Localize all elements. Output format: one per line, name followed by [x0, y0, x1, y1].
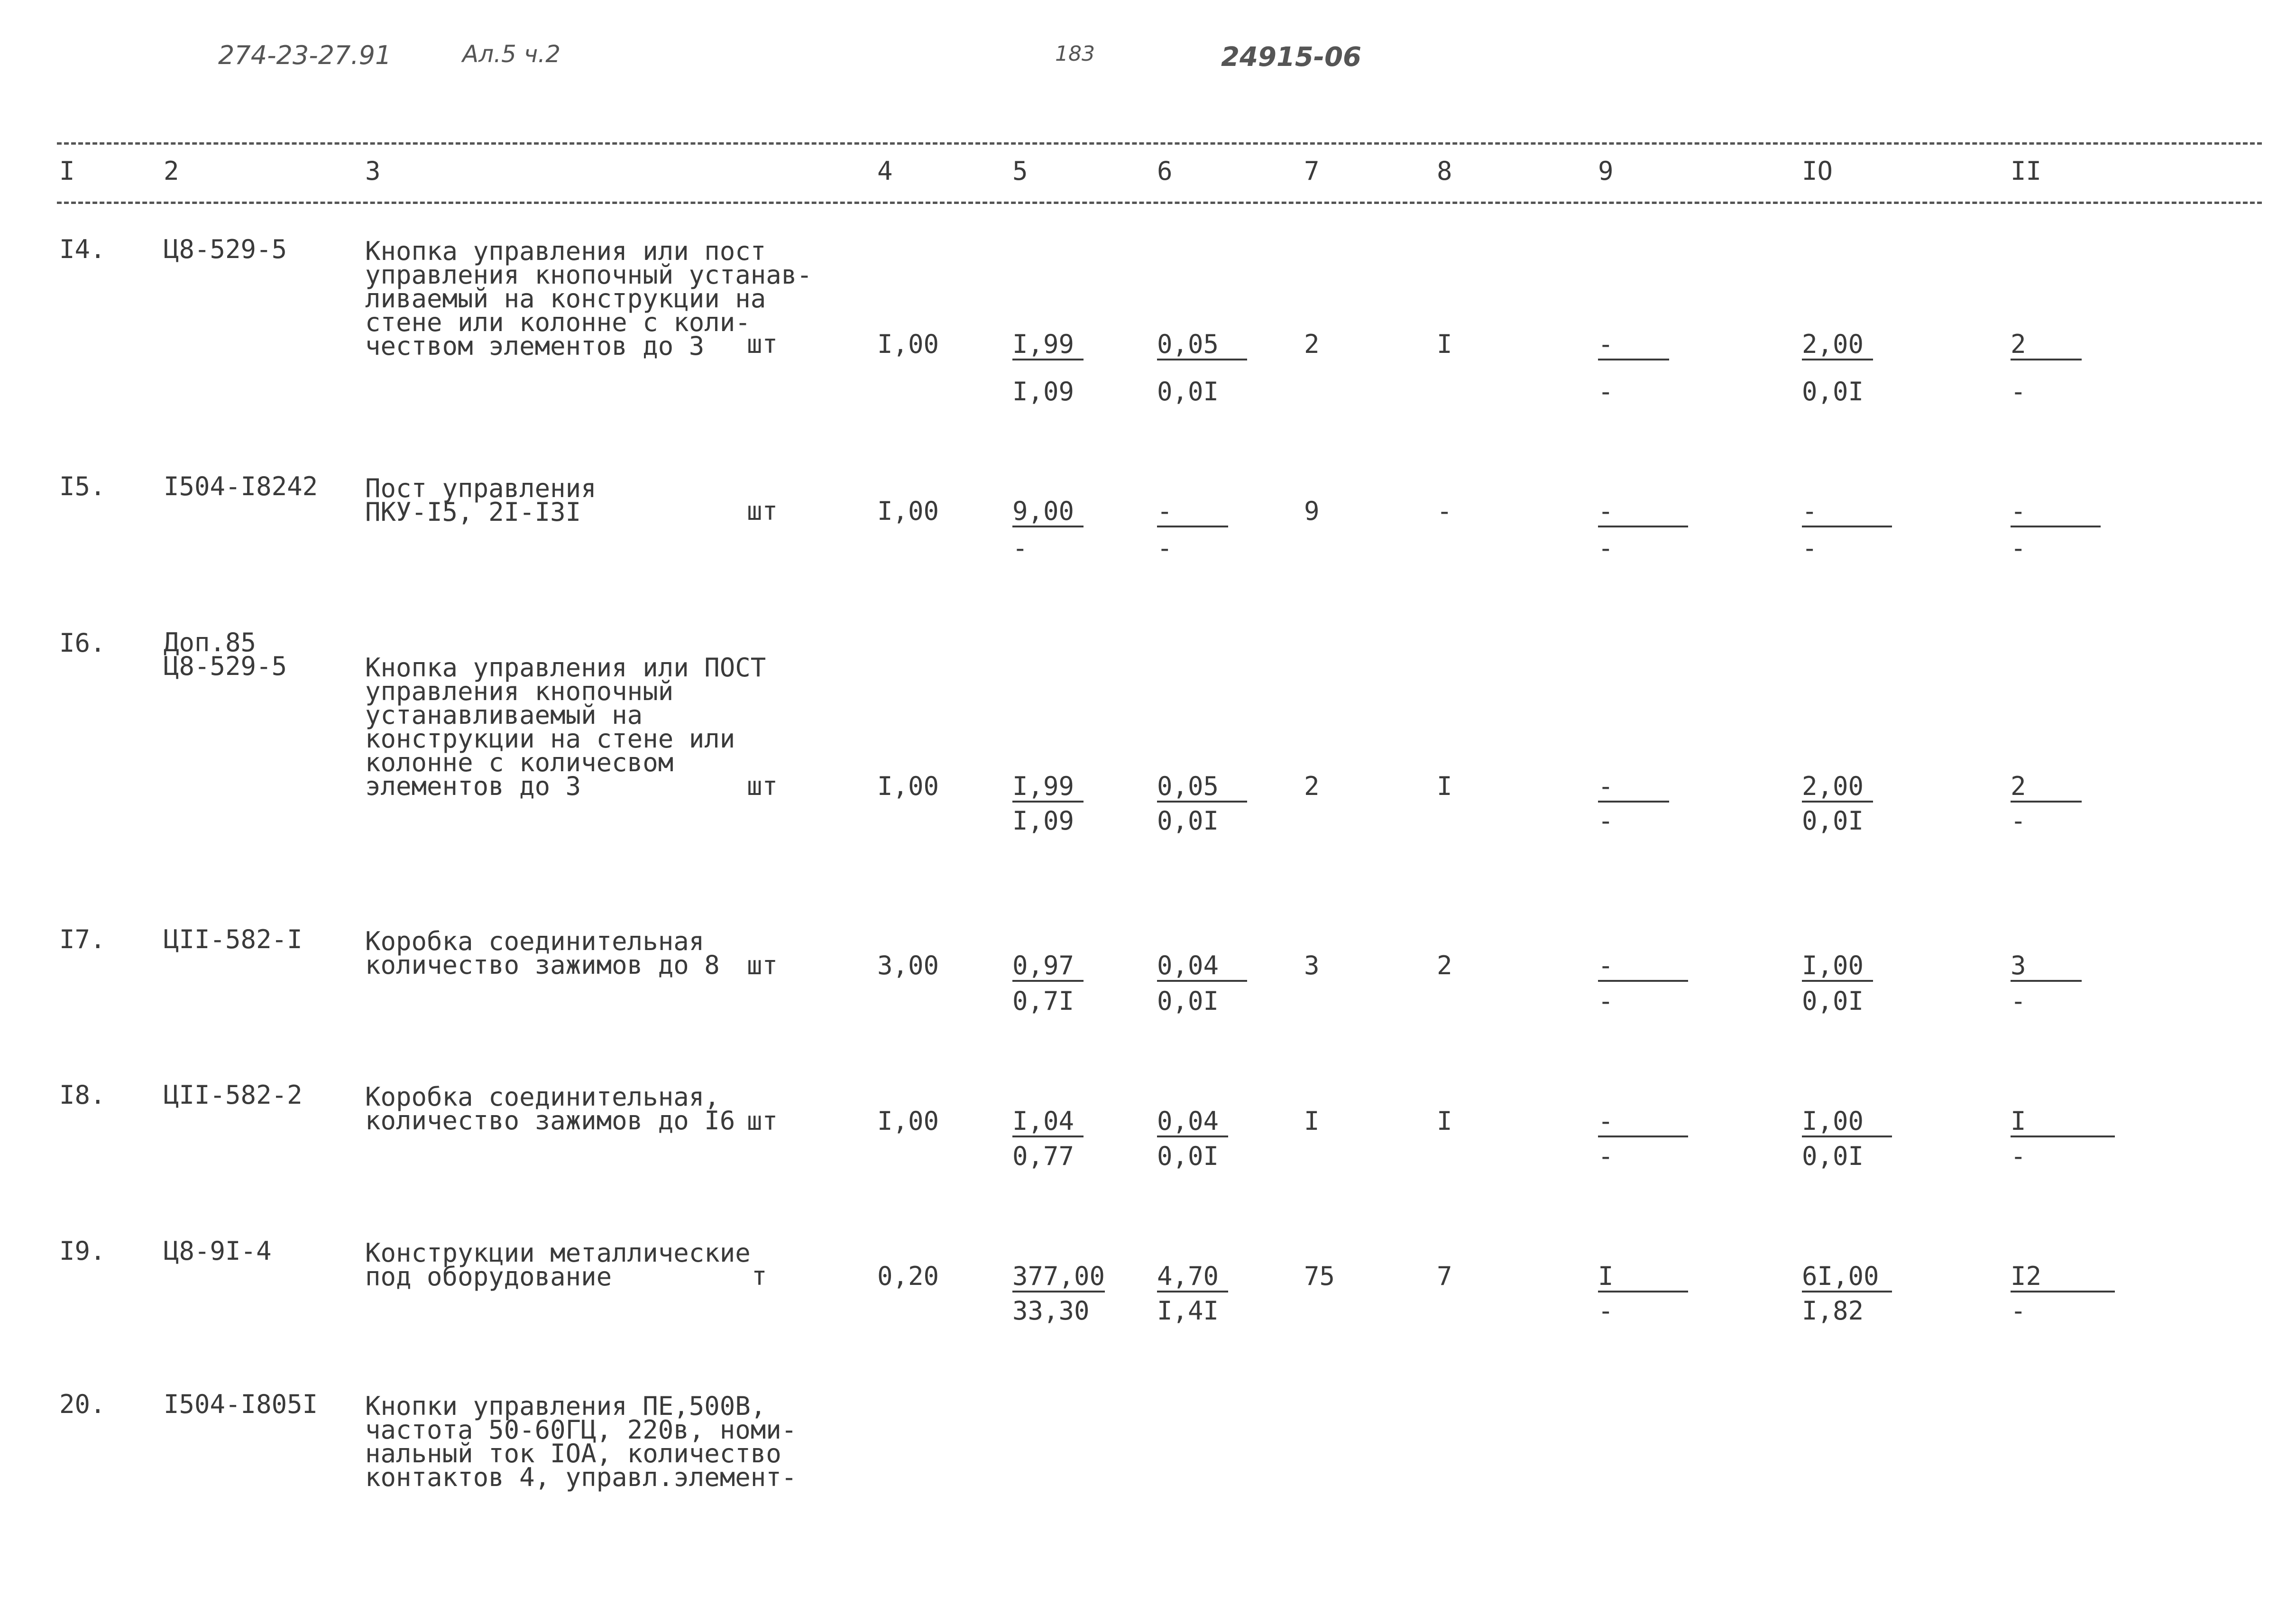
row-col10-bottom: 0,0I [1802, 377, 1864, 406]
row-quantity: I,00 [877, 771, 939, 801]
row-col5-bottom: 0,77 [1012, 1141, 1075, 1171]
row-number: I7. [59, 924, 106, 954]
row-col8: I [1437, 1106, 1452, 1136]
column-header: 5 [1012, 156, 1028, 186]
column-header: 3 [365, 156, 381, 186]
row-unit: шт [747, 496, 778, 526]
row-code: ЦII-582-2 [164, 1080, 303, 1110]
row-col6-bottom: - [1157, 533, 1173, 563]
row-col5-top: I,99 [1012, 332, 1084, 360]
row-col9-bottom: - [1598, 533, 1614, 563]
header-rule-top [57, 142, 2262, 145]
row-unit: шт [747, 1106, 778, 1136]
row-number: I8. [59, 1080, 106, 1110]
doc-code: 274-23-27.91 [218, 40, 392, 70]
row-col11-bottom: - [2011, 377, 2026, 406]
row-col10-top: I,00 [1802, 953, 1873, 982]
row-col6-top: 0,05 [1157, 332, 1247, 360]
row-col9-bottom: - [1598, 986, 1614, 1016]
row-col10-bottom: - [1802, 533, 1818, 563]
row-col8: 7 [1437, 1261, 1452, 1291]
row-col5-bottom: 0,7I [1012, 986, 1075, 1016]
column-header: 8 [1437, 156, 1452, 186]
row-col5-top: 377,00 [1012, 1264, 1105, 1292]
row-col5-top: I,99 [1012, 774, 1084, 803]
column-header: II [2011, 156, 2042, 186]
row-col9-bottom: - [1598, 1296, 1614, 1326]
row-col10-bottom: I,82 [1802, 1296, 1864, 1326]
row-col9-bottom: - [1598, 377, 1614, 406]
row-col10-top: 6I,00 [1802, 1264, 1892, 1292]
row-unit: шт [747, 329, 778, 359]
row-quantity: I,00 [877, 496, 939, 526]
row-col9-top: - [1598, 1109, 1688, 1137]
row-col7: 2 [1304, 771, 1320, 801]
row-col7: I [1304, 1106, 1320, 1136]
row-col6-top: 0,04 [1157, 953, 1247, 982]
row-quantity: I,00 [877, 1106, 939, 1136]
row-number: 20. [59, 1389, 106, 1419]
row-col10-bottom: 0,0I [1802, 806, 1864, 836]
row-col9-bottom: - [1598, 806, 1614, 836]
column-header: 4 [877, 156, 893, 186]
row-col11-bottom: - [2011, 1141, 2026, 1171]
row-col6-bottom: 0,0I [1157, 1141, 1219, 1171]
column-header: IO [1802, 156, 1833, 186]
row-number: I4. [59, 234, 106, 264]
row-number: I6. [59, 628, 106, 658]
row-col7: 2 [1304, 329, 1320, 359]
row-col5-bottom: I,09 [1012, 806, 1075, 836]
row-col10-top: 2,00 [1802, 332, 1873, 360]
row-col9-top: I [1598, 1264, 1688, 1292]
row-col11-top: 3 [2011, 953, 2082, 982]
row-col8: 2 [1437, 951, 1452, 980]
row-col7: 75 [1304, 1261, 1335, 1291]
row-col5-top: I,04 [1012, 1109, 1084, 1137]
row-description: Кнопка управления или пост управления кнопочный устанав- ливаемый на конструкции на стене или колонне с коли- чеством элементов до 3 [365, 236, 812, 361]
column-header: 6 [1157, 156, 1173, 186]
row-col5-top: 9,00 [1012, 499, 1084, 527]
row-col6-top: 4,70 [1157, 1264, 1228, 1292]
row-col6-bottom: 0,0I [1157, 986, 1219, 1016]
row-col9-bottom: - [1598, 1141, 1614, 1171]
row-code: I504-I8242 [164, 471, 318, 501]
row-unit: т [752, 1261, 767, 1291]
row-description: Коробка соединительная количество зажимов до 8 [365, 926, 720, 980]
row-col11-top: 2 [2011, 332, 2082, 360]
column-header: 9 [1598, 156, 1614, 186]
row-col6-bottom: I,4I [1157, 1296, 1219, 1326]
doc-number: 24915-06 [1221, 42, 1361, 73]
row-col8: - [1437, 496, 1452, 526]
row-description: Пост управления ПКУ-I5, 2I-I3I [365, 473, 597, 527]
row-description: Коробка соединительная, количество зажимов до I6 [365, 1082, 735, 1135]
header-rule-bottom [57, 202, 2262, 204]
row-col6-bottom: 0,0I [1157, 377, 1219, 406]
row-col6-top: 0,04 [1157, 1109, 1228, 1137]
row-col11-bottom: - [2011, 533, 2026, 563]
row-col11-top: 2 [2011, 774, 2082, 803]
row-col11-top: I2 [2011, 1264, 2115, 1292]
row-col5-bottom: I,09 [1012, 377, 1075, 406]
row-col6-bottom: 0,0I [1157, 806, 1219, 836]
sheet-mark: Ал.5 ч.2 [462, 40, 561, 68]
column-header: I [59, 156, 75, 186]
row-col7: 9 [1304, 496, 1320, 526]
column-header: 7 [1304, 156, 1320, 186]
row-col11-top: - [2011, 499, 2101, 527]
row-code: Ц8-529-5 [164, 234, 287, 264]
row-unit: шт [747, 951, 778, 980]
row-number: I5. [59, 471, 106, 501]
row-code: Ц8-9I-4 [164, 1236, 272, 1266]
row-col6-top: 0,05 [1157, 774, 1247, 803]
column-header: 2 [164, 156, 179, 186]
row-col5-bottom: 33,30 [1012, 1296, 1090, 1326]
row-unit: шт [747, 771, 778, 801]
row-code: I504-I805I [164, 1389, 318, 1419]
row-col9-top: - [1598, 774, 1669, 803]
row-col7: 3 [1304, 951, 1320, 980]
row-code: ЦII-582-I [164, 924, 303, 954]
row-col5-bottom: - [1012, 533, 1028, 563]
page-number: 183 [1055, 42, 1095, 66]
row-quantity: 3,00 [877, 951, 939, 980]
row-col5-top: 0,97 [1012, 953, 1084, 982]
row-col10-bottom: 0,0I [1802, 986, 1864, 1016]
row-quantity: 0,20 [877, 1261, 939, 1291]
row-col9-top: - [1598, 953, 1688, 982]
row-col11-bottom: - [2011, 986, 2026, 1016]
row-col11-top: I [2011, 1109, 2115, 1137]
row-col9-top: - [1598, 332, 1669, 360]
row-col10-top: I,00 [1802, 1109, 1892, 1137]
row-col11-bottom: - [2011, 1296, 2026, 1326]
row-code: Доп.85 Ц8-529-5 [164, 628, 287, 681]
row-description: Кнопка управления или ПОСТ управления кнопочный устанавливаемый на конструкции на стене или колонне с количесвом элементов до 3 [365, 653, 766, 801]
row-number: I9. [59, 1236, 106, 1266]
row-col10-top: 2,00 [1802, 774, 1873, 803]
row-col8: I [1437, 771, 1452, 801]
row-col11-bottom: - [2011, 806, 2026, 836]
row-col10-top: - [1802, 499, 1892, 527]
row-col10-bottom: 0,0I [1802, 1141, 1864, 1171]
row-col9-top: - [1598, 499, 1688, 527]
row-description: Кнопки управления ПЕ,500В, частота 50-60ГЦ, 220в, номи- нальный ток IОА, количество контактов 4, управл.элемент- [365, 1391, 797, 1492]
row-col6-top: - [1157, 499, 1228, 527]
row-description: Конструкции металлические под оборудование [365, 1238, 751, 1292]
row-col8: I [1437, 329, 1452, 359]
row-quantity: I,00 [877, 329, 939, 359]
